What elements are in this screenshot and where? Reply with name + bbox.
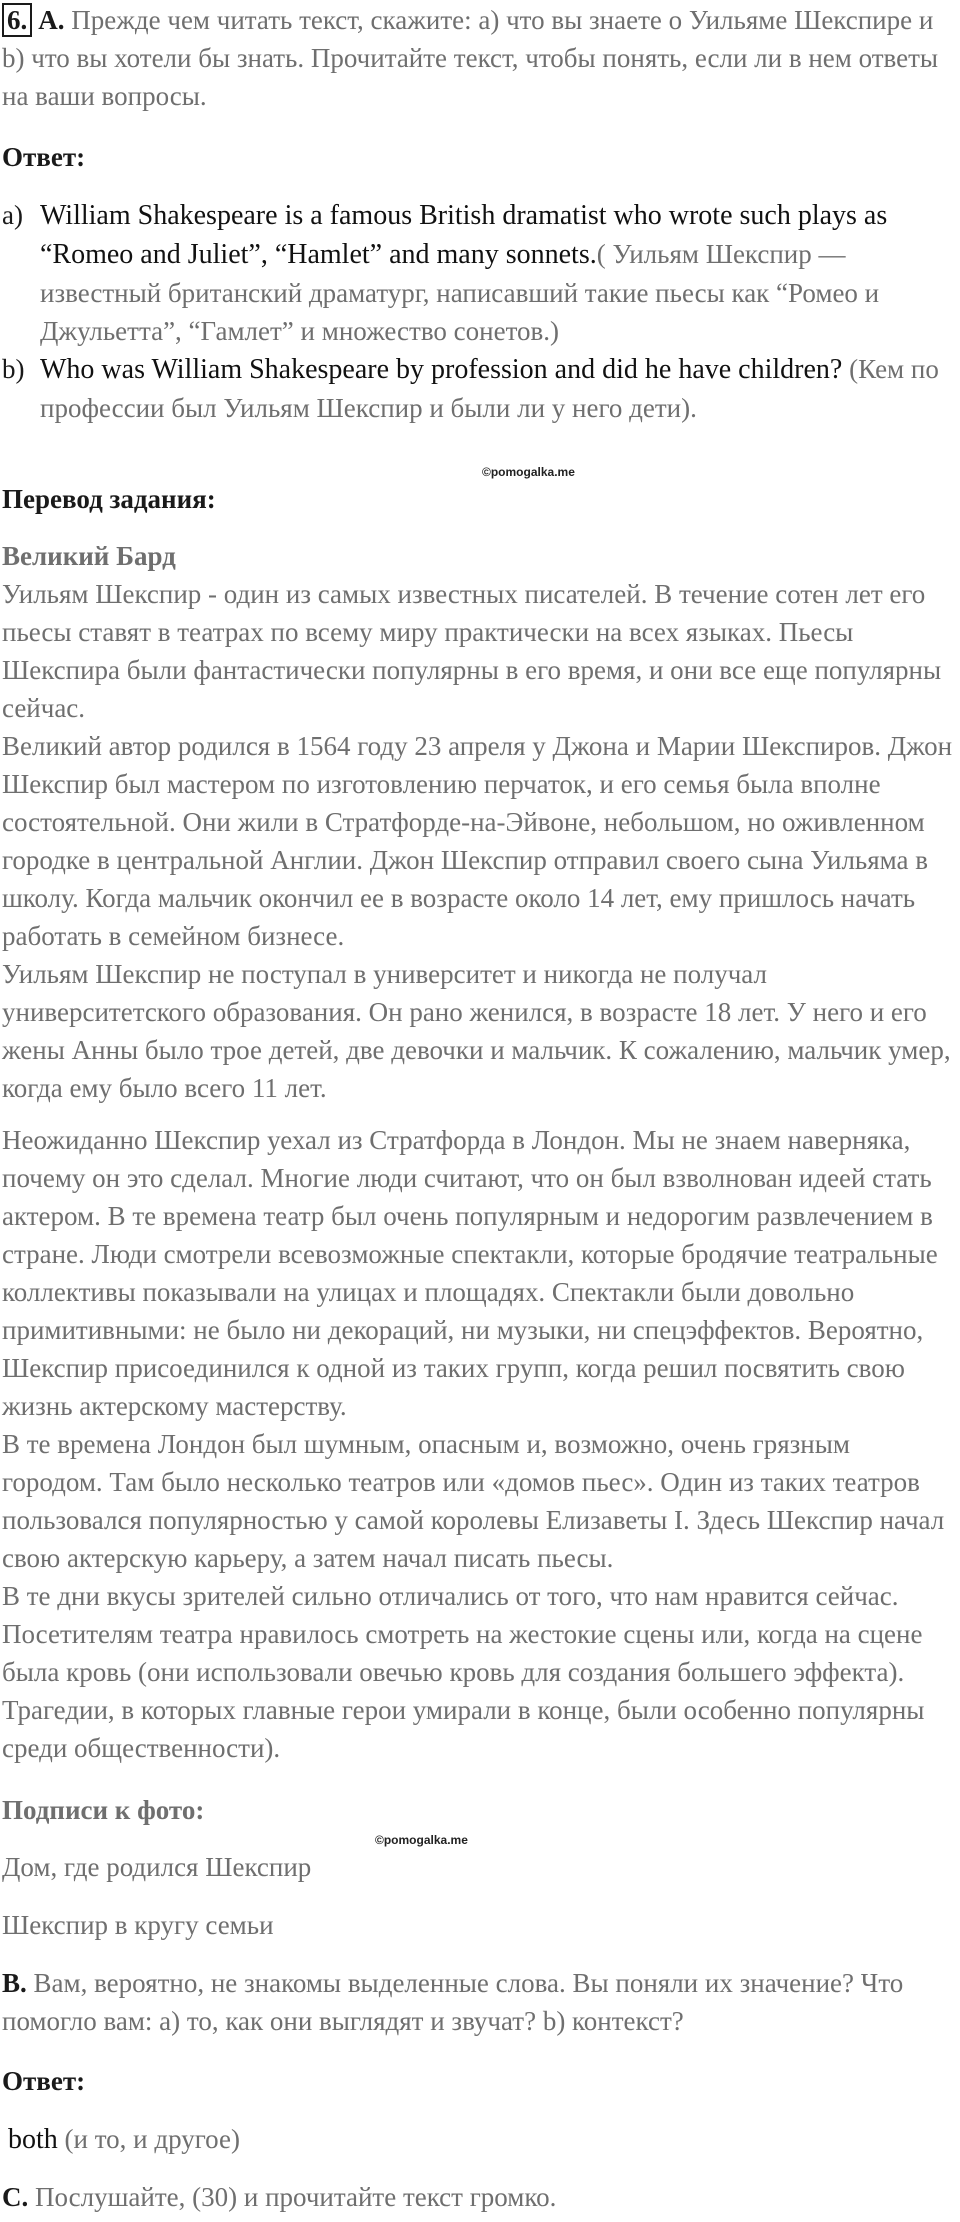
answer-b: [8, 2120, 960, 2159]
answer-mark-a: a): [2, 200, 23, 230]
answer-mark-b: b): [2, 354, 25, 384]
watermark: ©pomogalka.me: [482, 465, 575, 479]
task-b-letter: B.: [2, 1968, 27, 1998]
paragraph: Неожиданно Шекспир уехал из Стратфорда в Лондон. Мы не знаем наверняка, почему он это сделал. Многие люди считают, что он был взволнован идеей стать актером. В те времена театр был очень популярным и недорогим развлечением в стране. Люди смотрели всевозможные спектакли, которые бродячие театральные коллективы показывали на улицах и площадях. Спектакли были довольно примитивными: не было ни декораций, ни музыки, ни спецэффектов. Вероятно, Шекспир присоединился к одной из таких групп, когда решил посвятить свою жизнь актерскому мастерству.: [2, 1125, 938, 1421]
caption: Шекспир в кругу семьи: [2, 1910, 274, 1940]
task-a-letter: A.: [38, 5, 65, 35]
task-a-text: Прежде чем читать текст, скажите: a) что вы знаете о Уильяме Шекспире и b) что вы хотели бы знать. Прочитайте текст, чтобы понять, если ли в нем ответы на ваши вопросы.: [2, 5, 939, 111]
answer-label: Ответ:: [2, 142, 86, 172]
answer-item-b: [2, 350, 957, 427]
answer-english-a: William Shakespeare is a famous British dramatist who wrote such plays as “Romeo and Juliet”, “Hamlet” and many sonnets.: [40, 200, 888, 270]
answer-list: [2, 196, 957, 427]
watermark: ©pomogalka.me: [375, 1833, 468, 1847]
task-c: [2, 2178, 957, 2216]
paragraph: Уильям Шекспир - один из самых известных писателей. В течение сотен лет его пьесы ставят в театрах по всему миру практически на всех языках. Пьесы Шекспира были фантастически популярны в его время, и они все еще популярны сейчас.: [2, 579, 942, 723]
task-c-letter: C.: [2, 2182, 29, 2212]
answer-label: Ответ:: [2, 2066, 86, 2096]
paragraph: Великий автор родился в 1564 году 23 апреля у Джона и Марии Шекспиров. Джон Шекспир был мастером по изготовлению перчаток, и его семья была вполне состоятельной. Они жили в Стратфорде-на-Эйвоне, небольшом, но оживленном городке в центральной Англии. Джон Шекспир отправил своего сына Уильяма в школу. Когда мальчик окончил ее в возрасте около 14 лет, ему пришлось начать работать в семейном бизнесе.: [2, 731, 953, 951]
answer-b-english: both: [8, 2124, 58, 2155]
paragraph: Уильям Шекспир не поступал в университет и никогда не получал университетского образования. Он рано женился, в возрасте 18 лет. У него и его жены Анны было трое детей, две девочки и мальчик. К сожалению, мальчик умер, когда ему было всего 11 лет.: [2, 959, 951, 1103]
paragraph: В те дни вкусы зрителей сильно отличались от того, что нам нравится сейчас. Посетителям театра нравилось смотреть на жестокие сцены или, когда на сцене была кровь (они использовали овечью кровь для создания большего эффекта). Трагедии, в которых главные герои умирали в конце, были особенно популярны среди общественности).: [2, 1581, 925, 1763]
text-title: Великий Бард: [2, 541, 176, 571]
task-b: [2, 1964, 957, 2040]
task-a: [2, 1, 957, 115]
answer-russian-a: ( Уильям Шекспир — известный британский драматург, написавший такие пьесы как “Ромео и Джульетта”, “Гамлет” и множество сонетов.): [40, 239, 880, 346]
caption: Дом, где родился Шекспир: [2, 1852, 312, 1882]
answer-russian-b: (Кем по профессии был Уильям Шекспир и были ли у него дети).: [40, 354, 939, 423]
answer-english-b: Who was William Shakespeare by profession and did he have children?: [40, 354, 843, 385]
task-b-text: Вам, вероятно, не знакомы выделенные слова. Вы поняли их значение? Что помогло вам: a) то, как они выглядят и звучат? b) контекст?: [2, 1968, 904, 2036]
translation-text: [2, 537, 957, 1767]
task-number: 6.: [2, 3, 32, 37]
answer-b-russian: (и то, и другое): [57, 2124, 240, 2154]
captions-label: Подписи к фото:: [2, 1795, 205, 1825]
paragraph: В те времена Лондон был шумным, опасным и, возможно, очень грязным городом. Там было несколько театров или «домов пьес». Один из таких театров пользовался популярностью у самой королевы Елизаветы I. Здесь Шекспир начал свою актерскую карьеру, а затем начал писать пьесы.: [2, 1429, 945, 1573]
translation-label: Перевод задания:: [2, 484, 216, 514]
task-c-text: Послушайте, (30) и прочитайте текст громко.: [28, 2182, 557, 2212]
answer-item-a: [2, 196, 957, 350]
